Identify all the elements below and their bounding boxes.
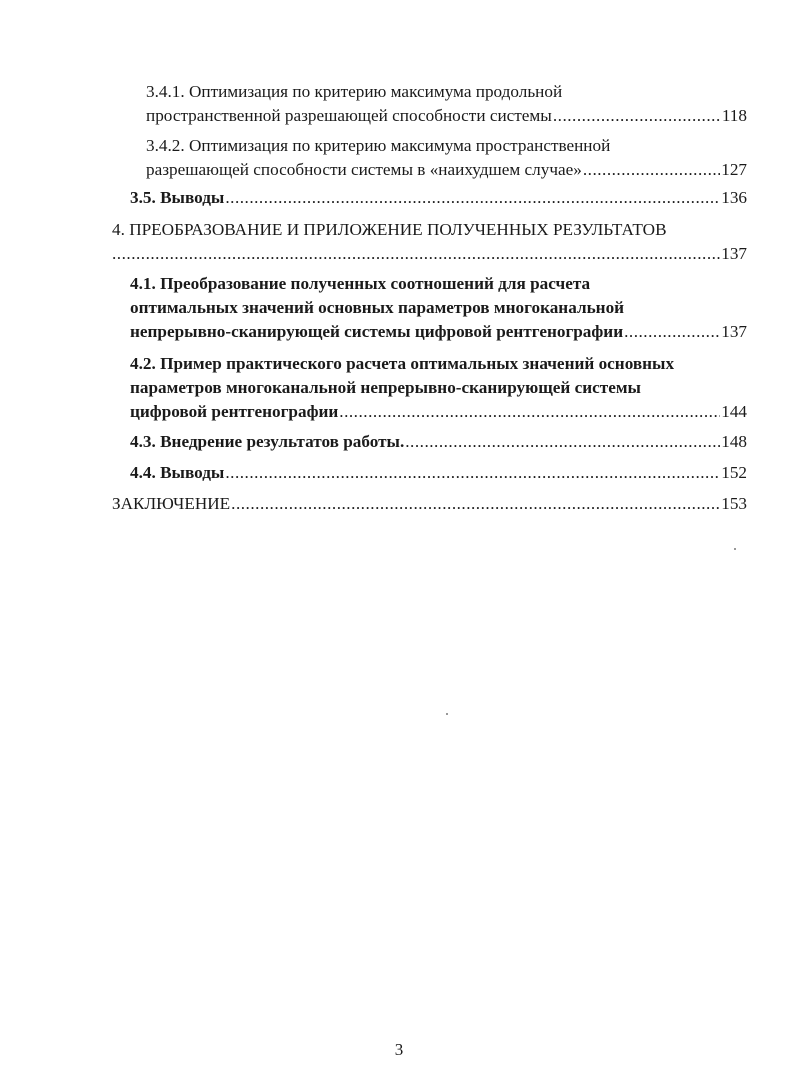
toc-entry-text: ЗАКЛЮЧЕНИЕ <box>112 494 231 513</box>
toc-page-number: 127 <box>721 160 747 179</box>
toc-entry-text: 4.4. Выводы <box>130 463 225 482</box>
toc-entry-text: 3.4.2. Оптимизация по критерию максимума пространственной <box>146 136 611 155</box>
toc-page-number: 137 <box>721 244 747 263</box>
toc-page-number: 144 <box>721 402 747 421</box>
dot-leader <box>624 320 720 344</box>
toc-page-number: 148 <box>721 432 747 451</box>
toc-entry-3-5 <box>130 186 747 210</box>
dot-leader <box>553 104 721 128</box>
toc-entry-conclusion <box>112 492 747 516</box>
toc-entry-text: оптимальных значений основных параметров многоканальной <box>130 298 625 317</box>
toc-entry-text: 4.3. Внедрение результатов работы. <box>130 432 405 451</box>
toc-entry-text: 4.1. Преобразование полученных соотношений для расчета <box>130 274 591 293</box>
toc-page-number: 118 <box>721 106 747 125</box>
dot-leader <box>225 461 720 485</box>
toc-entry-4-2 <box>130 352 747 424</box>
toc-page-number: 136 <box>721 188 747 207</box>
toc-entry-4-1 <box>130 272 747 344</box>
dot-leader <box>339 400 720 424</box>
toc-entry-4-3 <box>130 430 747 454</box>
toc-entry-text: непрерывно-сканирующей системы цифровой рентгенографии <box>130 322 624 341</box>
dot-leader <box>405 430 720 454</box>
toc-page-number: 137 <box>721 322 747 341</box>
page-number: 3 <box>394 1040 404 1059</box>
toc-entry-4 <box>112 218 747 266</box>
scan-speck <box>446 713 448 715</box>
toc-page-number: 152 <box>721 463 747 482</box>
dot-leader <box>231 492 720 516</box>
toc-entry-text: 4. ПРЕОБРАЗОВАНИЕ И ПРИЛОЖЕНИЕ ПОЛУЧЕННЫХ РЕЗУЛЬТАТОВ <box>112 220 667 239</box>
dot-leader <box>112 242 720 266</box>
toc-entry-3-4-1 <box>146 80 747 128</box>
toc-page-number: 153 <box>721 494 747 513</box>
toc-entry-text: 4.2. Пример практического расчета оптимальных значений основных <box>130 354 675 373</box>
toc-entry-text: разрешающей способности системы в «наихудшем случае» <box>146 160 582 179</box>
toc-entry-text: пространственной разрешающей способности системы <box>146 106 552 125</box>
toc-entry-text: цифровой рентгенографии <box>130 402 339 421</box>
toc-entry-text: параметров многоканальной непрерывно-сканирующей системы <box>130 378 641 397</box>
toc-entry-text: 3.4.1. Оптимизация по критерию максимума продольной <box>146 82 563 101</box>
toc-entry-4-4 <box>130 461 747 485</box>
toc-entry-text: 3.5. Выводы <box>130 188 225 207</box>
dot-leader <box>583 158 720 182</box>
scan-speck <box>734 548 736 550</box>
dot-leader <box>225 186 720 210</box>
toc-entry-3-4-2 <box>146 134 747 182</box>
